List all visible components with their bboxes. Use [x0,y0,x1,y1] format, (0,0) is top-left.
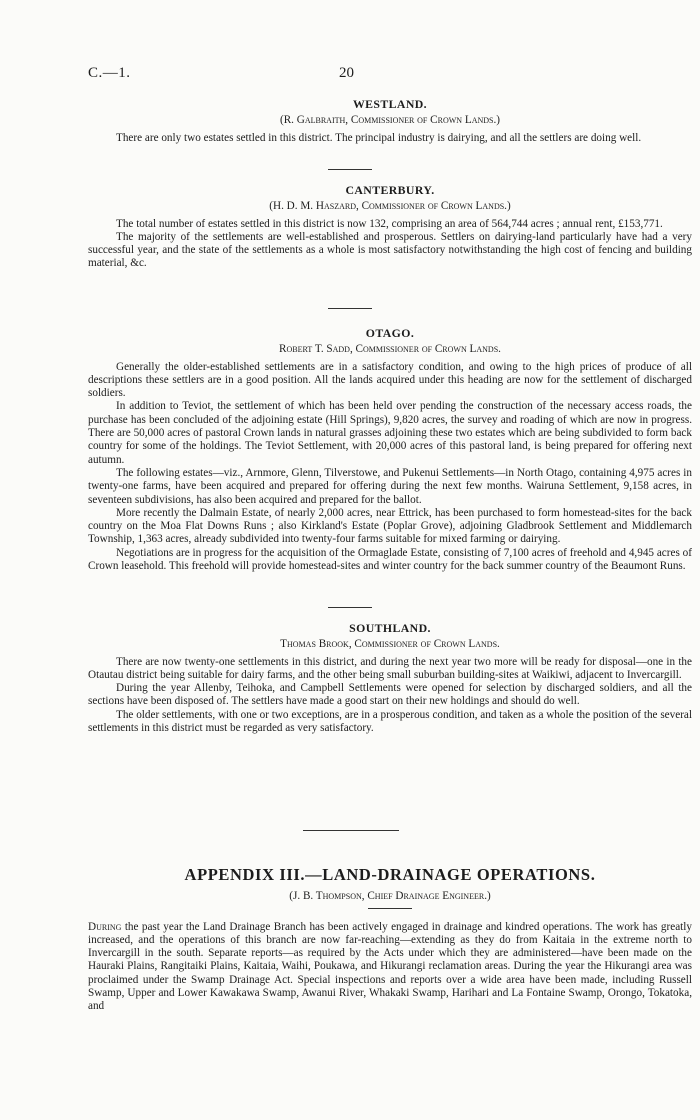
paragraph: There are now twenty-one settlements in this district, and during the next year two more will be ready for disposal—one in the Otautau district being suitable for dairy farms, and the other being small suburban building-sites at Waikiwi, adjacent to Invercargill. [88,655,692,681]
paragraph: Negotiations are in progress for the acquisition of the Ormaglade Estate, consisting of 7,100 acres of freehold and 4,945 acres of Crown leasehold. This freehold will provide homestead-sites and winter country for the back summer country of the Beaumont Runs. [88,546,692,573]
section-title: WESTLAND. [352,97,428,111]
section-divider [328,607,372,608]
section-divider [368,908,412,909]
section-divider [328,169,372,170]
section-southland [88,622,692,735]
appendix-title: APPENDIX III.—LAND-DRAINAGE OPERATIONS. [184,865,596,884]
paragraph: In addition to Teviot, the settlement of which has been held over pending the construction of the necessary access roads, the purchase has been concluded of the adjoining estate (Hill Springs), 9,820 acres, the survey and roading of which are now in progress. There are 50,000 acres of pastoral Crown lands in natural grasses adjoining these two estates which are being subdivided to form back country for some of the holdings. The Teviot Settlement, with 20,000 acres of this pastoral land, is being prepared for offering next autumn. [88,400,692,466]
section-divider [328,308,372,309]
paragraph: During the year Allenby, Teihoka, and Campbell Settlements were opened for selection by discharged soldiers, and all the sections have been disposed of. The settlers have made a good start on their new holdings and should do well. [88,682,692,708]
paragraph: The older settlements, with one or two exceptions, are in a prosperous condition, and taken as a whole the position of the several settlements in this district must be regarded as very satisfactory. [88,708,692,735]
section-officer: Thomas Brook, Commissioner of Crown Lands. [280,638,500,651]
page-number: 20 [339,65,354,81]
section-title: OTAGO. [365,326,415,340]
section-otago [88,327,692,573]
section-westland [88,98,692,145]
paragraph: The following estates—viz., Arnmore, Glenn, Tilverstowe, and Pukenui Settlements—in North Otago, containing 4,975 acres in twenty-one farms, have been acquired and prepared for offering during the next few months. Wairuna Settlement, 9,158 acres, in seventeen subdivisions, has also been acquired and prepared for the ballot. [88,466,692,506]
paragraph: There are only two estates settled in this district. The principal industry is dairying, and all the settlers are doing well. [116,131,642,144]
paragraph: The total number of estates settled in this district is now 132, comprising an area of 564,744 acres ; annual rent, £153,771. [116,217,663,230]
paragraph: Generally the older-established settlements are in a satisfactory condition, and owing to the high prices of produce of all descriptions these settlers are in a good position. All the lands acquired under this heading are now for the settlement of discharged soldiers. [88,360,692,400]
section-title: CANTERBURY. [345,183,435,197]
paragraph [88,921,692,1014]
section-officer: (J. B. Thompson, Chief Drainage Engineer.) [289,890,491,903]
paragraph-body: the past year the Land Drainage Branch has been actively engaged in drainage and kindred operations. The work has greatly increased, and the operations of this branch are now far-reaching—extending as they do from Kaitaia in the extreme north to Invercargill in the south. Separate reports—as required by the Acts under which they are administered—have been made on the Hauraki Plains, Rangitaiki Plains, Kaitaia, Waihi, Poukawa, and Hikurangi reclamation areas. During the year the Hikurangi area was proclaimed under the Swamp Drainage Act. Special inspections and reports over a wide area have been made, including Russell Swamp, Upper and Lower Kawakawa Swamp, Awanui River, Whakaki Swamp, Harihari and La Fontaine Swamp, Orongo, Tokatoka, and [88,920,692,1013]
lead-word: During [88,920,122,933]
paragraph: More recently the Dalmain Estate, of nearly 2,000 acres, near Ettrick, has been purchased to form homestead-sites for the back country on the Moa Flat Downs Runs ; also Kirkland's Estate (Poplar Grove), adjoining Gladbrook Settlement and Middlemarch Township, 1,363 acres, already subdivided into twenty-four farms suitable for mixed farming or dairying. [88,506,692,546]
section-canterbury [88,184,692,271]
section-officer: (H. D. M. Haszard, Commissioner of Crown Lands.) [269,200,511,213]
appendix-divider [303,830,399,831]
section-officer: (R. Galbraith, Commissioner of Crown Lands.) [279,114,501,127]
report-reference: C.—1. [88,65,131,81]
section-appendix [88,865,692,1014]
section-title: SOUTHLAND. [349,621,431,635]
paragraph: The majority of the settlements are well-established and prosperous. Settlers on dairying-land particularly have had a very successful year, and the state of the settlements as a whole is most satisfactory notwithstanding the high cost of fencing and building material, &c. [88,230,692,270]
section-officer: Robert T. Sadd, Commissioner of Crown Lands. [279,343,501,356]
